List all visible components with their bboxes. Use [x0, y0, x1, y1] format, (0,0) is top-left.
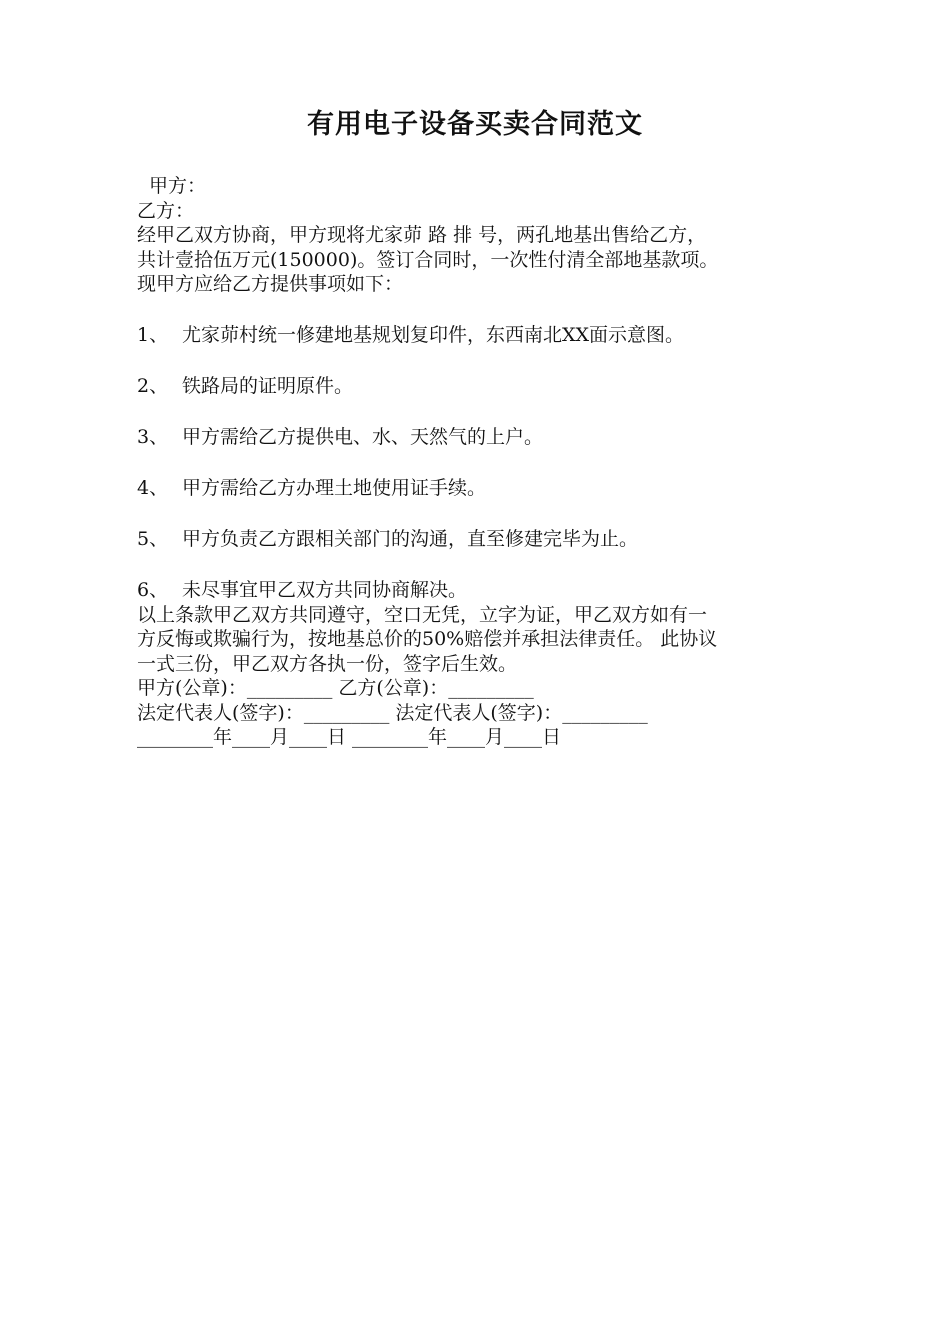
paragraph-gap [137, 450, 827, 477]
list-item [137, 527, 827, 552]
item-text: 铁路局的证明原件。 [182, 375, 354, 397]
closing-line-2: 方反悔或欺骗行为，按地基总价的50%赔偿并承担法律责任。 此协议 [137, 628, 718, 650]
item-text: 甲方需给乙方办理土地使用证手续。 [182, 477, 487, 499]
item-number: 4、 [137, 477, 169, 499]
item-number: 2、 [137, 375, 169, 397]
item-number: 6、 [137, 579, 169, 601]
paragraph-gap [137, 399, 827, 426]
party-b-line: 乙方： [137, 199, 195, 222]
list-item [137, 425, 827, 450]
document-title: 有用电子设备买卖合同范文 [307, 109, 643, 140]
item-number: 3、 [137, 426, 169, 448]
signature-date-line: ________年____月____日 ________年____月____日 [137, 726, 562, 748]
item-number: 5、 [137, 528, 169, 550]
paragraph-gap [137, 501, 827, 528]
list-item [137, 578, 827, 603]
item-text: 甲方负责乙方跟相关部门的沟通，直至修建完毕为止。 [182, 528, 639, 550]
closing-line-3: 一式三份，甲乙双方各执一份，签字后生效。 [137, 652, 518, 675]
paragraph-gap [137, 297, 827, 324]
item-number: 1、 [137, 324, 169, 346]
item-text: 尤家茆村统一修建地基规划复印件，东西南北XX面示意图。 [182, 324, 685, 346]
item-text: 未尽事宜甲乙双方共同协商解决。 [182, 579, 468, 601]
item-text: 甲方需给乙方提供电、水、天然气的上户。 [182, 426, 544, 448]
intro-line-2: 共计壹拾伍万元(150000)。签订合同时，一次性付清全部地基款项。 [137, 248, 719, 271]
closing-line-1: 以上条款甲乙双方共同遵守，空口无凭，立字为证，甲乙双方如有一 [137, 603, 708, 626]
list-item [137, 323, 827, 348]
signature-seal-line: 甲方(公章)：_________ 乙方(公章)：_________ [137, 677, 534, 699]
signature-representative-line: 法定代表人(签字)：_________ 法定代表人(签字)：_________ [137, 701, 648, 724]
list-item [137, 476, 827, 501]
list-item [137, 374, 827, 399]
document-body [137, 174, 827, 750]
intro-line-3: 现甲方应给乙方提供事项如下： [137, 273, 404, 295]
party-a-line: 甲方： [149, 175, 207, 197]
paragraph-gap [137, 348, 827, 375]
intro-line-1: 经甲乙双方协商，甲方现将尤家茆 路 排 号，两孔地基出售给乙方， [137, 224, 707, 246]
paragraph-gap [137, 552, 827, 579]
